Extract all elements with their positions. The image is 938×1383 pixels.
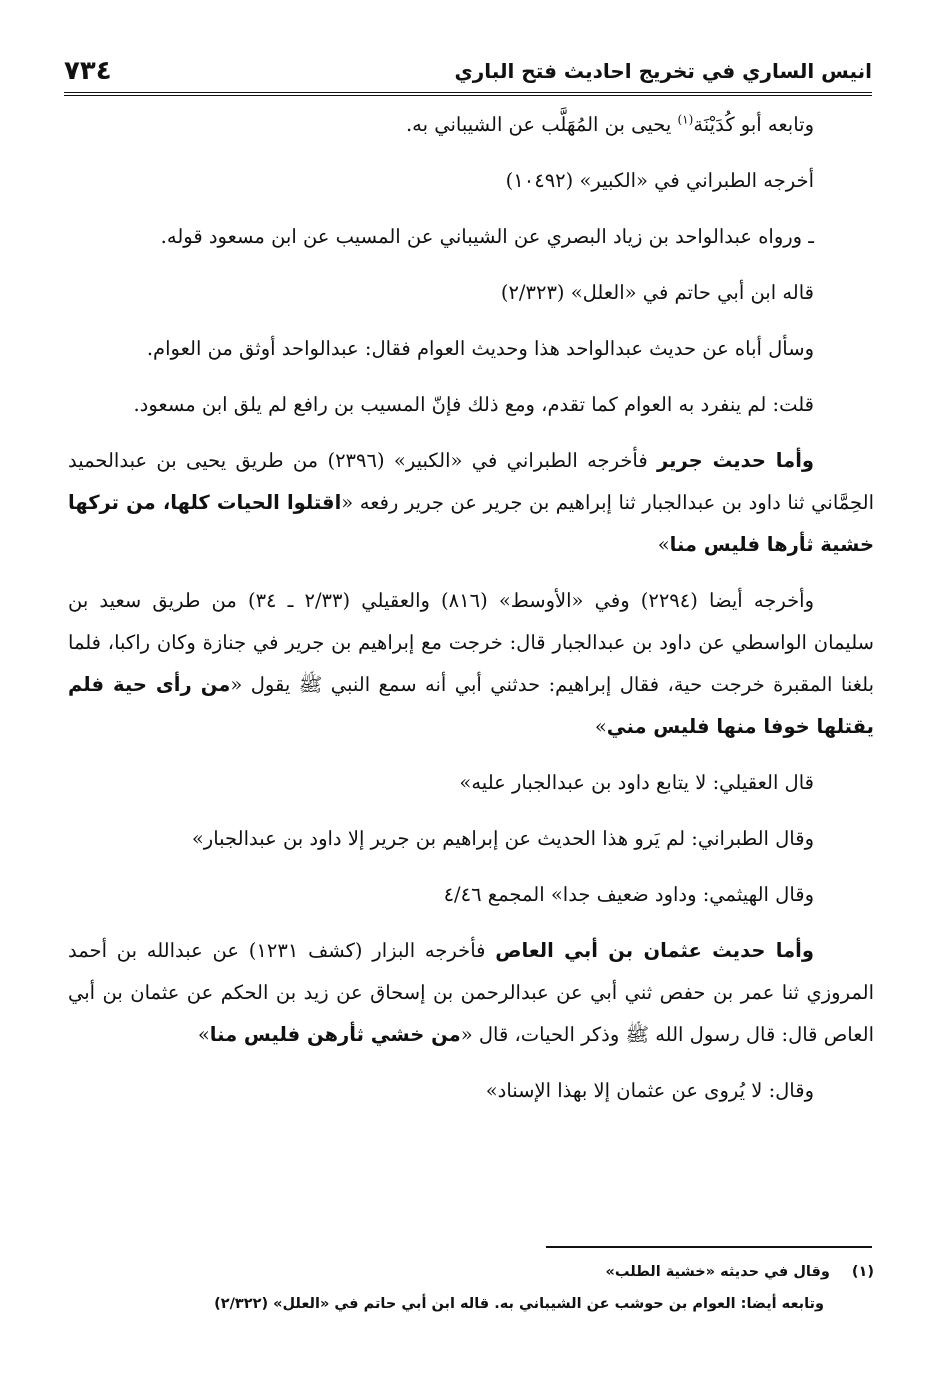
footnote-1	[68, 1256, 874, 1288]
paragraph-8-text: وأخرجه أيضا (٢٢٩٤) وفي «الأوسط» (٨١٦) والعقيلي (٢/٣٣ ـ ٣٤) من طريق سعيد بن سليمان الواسطي عن داود بن عبدالجبار قال: خرجت مع إبراهيم بن جرير في جنازة وكان راكبا، فلما بلغنا المقبرة خرجت حية، فقال إبراهيم: حدثني أبي أنه سمع النبي ﷺ يقول «	[68, 589, 874, 696]
page-number: ٧٣٤	[64, 56, 112, 86]
paragraph-9: قال العقيلي: لا يتابع داود بن عبدالجبار عليه»	[459, 771, 814, 794]
running-title: انيس الساري في تخريج احاديث فتح الباري	[454, 59, 872, 83]
footnote-1-text: وقال في حديثه «خشية الطلب»	[605, 1264, 830, 1280]
paragraph-8-close: »	[594, 715, 607, 738]
paragraph-7	[68, 440, 874, 566]
paragraph-12-hadith: من خشي ثأرهن فليس منا	[209, 1023, 461, 1046]
paragraph-7-bold-lead: وأما حديث جرير	[657, 449, 814, 472]
footnote-mark: (١)	[677, 112, 694, 127]
main-text	[68, 104, 874, 1126]
paragraph-2: أخرجه الطبراني في «الكبير» (١٠٤٩٢)	[505, 169, 814, 192]
page-header	[64, 50, 872, 96]
paragraph-6: قلت: لم ينفرد به العوام كما تقدم، ومع ذلك فإنّ المسيب بن رافع لم يلق ابن مسعود.	[133, 393, 814, 416]
paragraph-4: قاله ابن أبي حاتم في «العلل» (٢/٣٢٣)	[500, 281, 814, 304]
paragraph-3: ـ ورواه عبدالواحد بن زياد البصري عن الشيباني عن المسيب عن ابن مسعود قوله.	[160, 225, 814, 248]
footnote-1-continuation: وتابعه أيضا: العوام بن حوشب عن الشيباني به. قاله ابن أبي حاتم في «العلل» (٢/٣٢٢)	[214, 1296, 824, 1312]
paragraph-5: وسأل أباه عن حديث عبدالواحد هذا وحديث العوام فقال: عبدالواحد أوثق من العوام.	[146, 337, 814, 360]
paragraph-1-text-b: يحيى بن المُهَلَّب عن الشيباني به.	[405, 113, 678, 136]
paragraph-13: وقال: لا يُروى عن عثمان إلا بهذا الإسناد»	[485, 1079, 814, 1102]
footnote-separator	[546, 1246, 872, 1248]
paragraph-1-text-a: وتابعه أبو كُدَيْنَة	[693, 113, 814, 136]
footnotes	[68, 1256, 874, 1320]
paragraph-12-close: »	[197, 1023, 210, 1046]
paragraph-8	[68, 580, 874, 748]
paragraph-11: وقال الهيثمي: وداود ضعيف جدا» المجمع ٤/٤٦	[443, 883, 814, 906]
paragraph-1	[68, 104, 874, 146]
paragraph-7-hadith: اقتلوا الحيات كلها، من تركها خشية ثأرها فليس منا	[68, 491, 874, 556]
paragraph-12-bold-lead: وأما حديث عثمان بن أبي العاص	[495, 939, 814, 962]
paragraph-8-hadith: من رأى حية فلم يقتلها خوفا منها فليس مني	[68, 673, 874, 738]
footnote-1-number: (١)	[851, 1264, 874, 1280]
paragraph-10: وقال الطبراني: لم يَرو هذا الحديث عن إبراهيم بن جرير إلا داود بن عبدالجبار»	[191, 827, 814, 850]
paragraph-7-text: فأخرجه الطبراني في «الكبير» (٢٣٩٦) من طريق يحيى بن عبدالحميد الحِمَّاني ثنا داود بن عبدالجبار ثنا إبراهيم بن جرير عن جرير رفعه «	[68, 449, 874, 514]
paragraph-12-text: فأخرجه البزار (كشف ١٢٣١) عن عبدالله بن أحمد المروزي ثنا عمر بن حفص ثني أبي عن عبدالرحمن بن إسحاق عن زيد بن الحكم عن عثمان بن أبي العاص قال: قال رسول الله ﷺ وذكر الحيات، قال «	[68, 939, 874, 1046]
paragraph-7-close: »	[657, 533, 670, 556]
paragraph-12	[68, 930, 874, 1056]
